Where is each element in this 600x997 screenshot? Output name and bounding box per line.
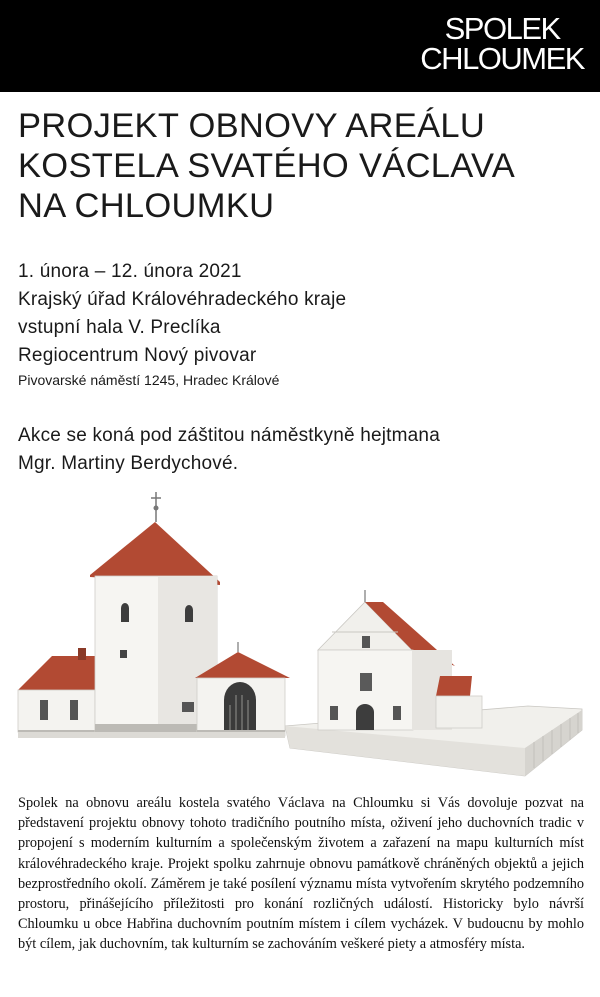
header-bar — [0, 0, 600, 92]
logo-line-2: CHLOUMEK — [420, 41, 584, 76]
logo-line-1: SPOLEK — [444, 11, 560, 46]
event-date: 1. února – 12. února 2021 — [18, 261, 242, 282]
description-paragraph: Spolek na obnovu areálu kostela svatého Václava na Chloumku si Vás dovoluje pozvat na představení projektu obnovy tohoto tradičního poutního místa, oživení jeho duchovních tradic v propojení s moderním kulturním a společenským životem a zařazení na mapu kulturních míst královéhradeckého kraje. Projekt spolku zahrnuje obnovu památkově chráněných objektů a jejich bezprostředního okolí. Záměrem je také posílení významu místa vytvořením skrytého podzemního prostoru, přinášejícího příležitosti pro konání rozličných událostí. Historicky bylo návrší Chloumku u obce Habřina duchovním poutním místem i cílem vycházek. V budoucnu by mohlo být cílem, jak duchovním, tak kulturním se zachováním veškeré piety a atmosféry místa. — [18, 795, 584, 953]
patronage-line-2: Mgr. Martiny Berdychové. — [18, 453, 239, 474]
ground-line — [18, 732, 285, 738]
left-house — [18, 648, 95, 734]
logo — [420, 11, 584, 76]
page-title — [18, 106, 588, 226]
title-line-2: KOSTELA SVATÉHO VÁCLAVA — [18, 147, 516, 185]
patronage-line-1: Akce se koná pod záštitou náměstkyně hejtmana — [18, 425, 440, 446]
title-line-3: NA CHLOUMKU — [18, 187, 275, 225]
event-address: Pivovarské náměstí 1245, Hradec Králové — [18, 372, 280, 388]
title-line-1: PROJEKT OBNOVY AREÁLU — [18, 107, 486, 145]
event-hall: vstupní hala V. Preclíka — [18, 317, 221, 338]
church-complex-illustration — [0, 480, 600, 785]
event-venue: Regiocentrum Nový pivovar — [18, 345, 257, 366]
church — [318, 590, 482, 730]
event-info — [18, 258, 578, 390]
event-place: Krajský úřad Královéhradeckého kraje — [18, 289, 347, 310]
patronage-note — [18, 422, 578, 478]
